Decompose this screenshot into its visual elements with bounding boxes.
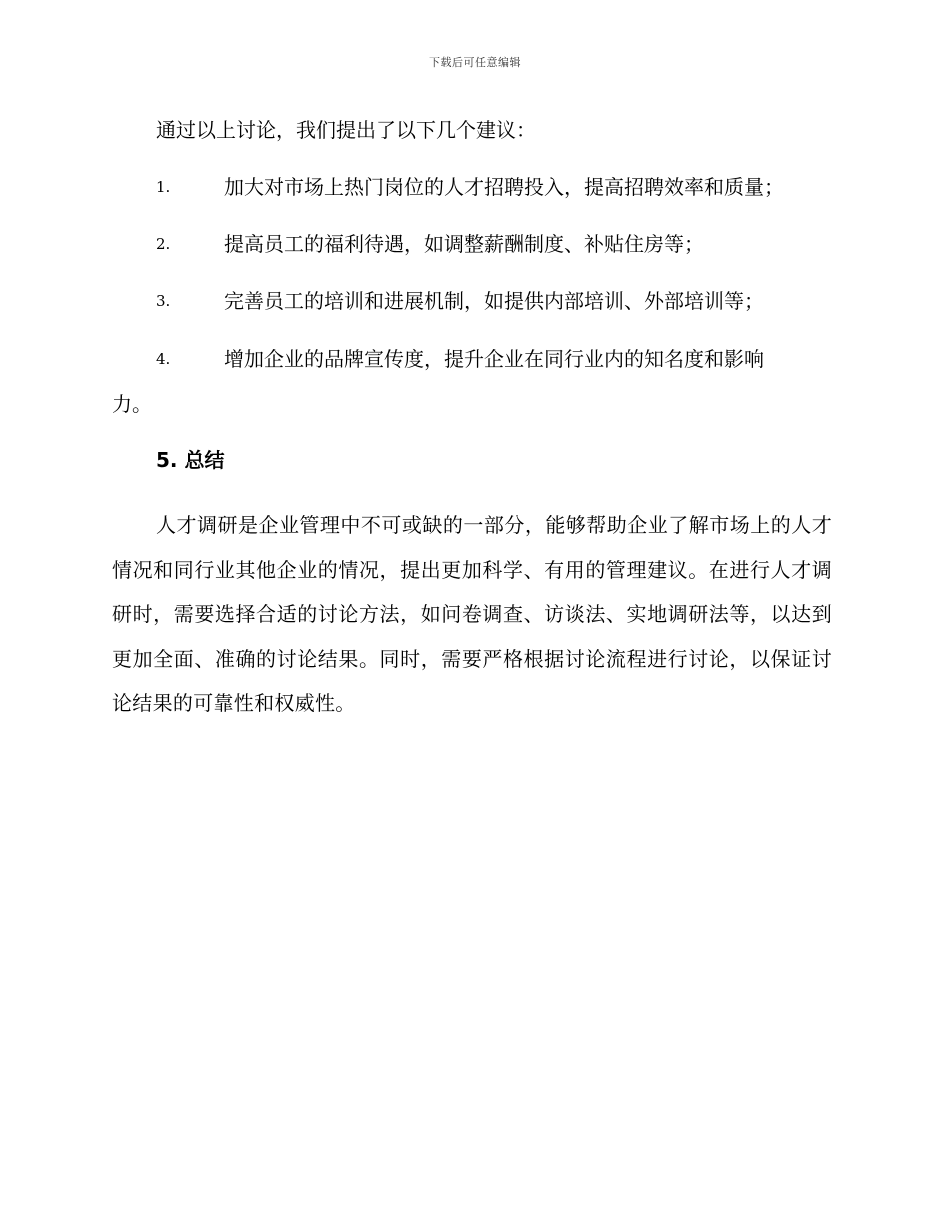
header-note: 下载后可任意编辑 <box>429 56 521 69</box>
intro-paragraph: 通过以上讨论，我们提出了以下几个建议： <box>156 118 536 142</box>
list-text: 完善员工的培训和进展机制，如提供内部培训、外部培训等； <box>224 289 764 313</box>
list-number: 1. <box>156 178 171 196</box>
list-number: 4. <box>156 350 171 368</box>
section-heading: 5. 总结 <box>156 448 225 472</box>
list-text: 增加企业的品牌宣传度，提升企业在同行业内的知名度和影响 <box>224 347 764 371</box>
list-text: 提高员工的福利待遇，如调整薪酬制度、补贴住房等； <box>224 232 704 256</box>
list-number: 3. <box>156 292 171 310</box>
list-text-continuation: 力。 <box>112 392 152 416</box>
summary-paragraph: 人才调研是企业管理中不可或缺的一部分，能够帮助企业了解市场上的人才情况和同行业其他企业的情况，提出更加科学、有用的管理建议。在进行人才调研时，需要选择合适的讨论方法，如问卷调查、访谈法、实地调研法等，以达到更加全面、准确的讨论结果。同时，需要严格根据讨论流程进行讨论，以保证讨论结果的可靠性和权威性。 <box>112 513 832 715</box>
list-number: 2. <box>156 235 171 253</box>
list-text: 加大对市场上热门岗位的人才招聘投入，提高招聘效率和质量； <box>224 175 784 199</box>
